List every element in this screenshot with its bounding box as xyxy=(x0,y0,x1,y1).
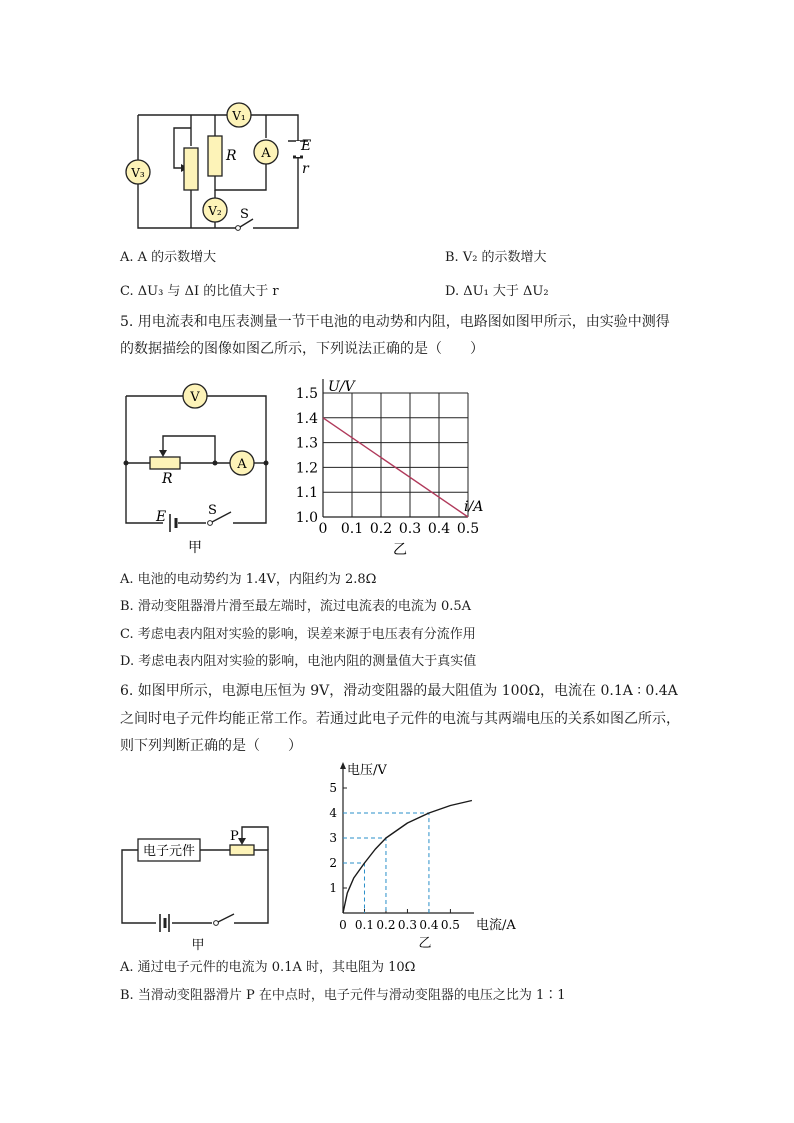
x-tick-label: 0 xyxy=(339,918,347,932)
series-curve xyxy=(343,801,472,914)
q6-option-b: B. 当滑动变阻器滑片 P 在中点时，电子元件与滑动变阻器的电压之比为 1∶1 xyxy=(120,988,566,1003)
q4-v3-label: V₃ xyxy=(131,166,145,180)
q4-resistor xyxy=(208,136,222,176)
q6-ui-chart xyxy=(320,758,520,958)
q4-emf-label: E xyxy=(301,138,312,154)
q5-ui-chart xyxy=(290,365,490,558)
fig-right-caption: 乙 xyxy=(393,542,407,558)
y-tick-label: 1 xyxy=(329,881,337,895)
q6-rheostat xyxy=(230,845,254,855)
y-tick-label: 1.3 xyxy=(295,435,318,452)
x-tick-label: 0.3 xyxy=(398,521,422,537)
y-axis-label: U/V xyxy=(328,379,355,395)
q5-fig-left-caption: 甲 xyxy=(188,540,202,556)
y-tick-label: 1.5 xyxy=(295,386,318,402)
y-tick-label: 3 xyxy=(329,831,337,845)
q4-circuit-diagram xyxy=(118,98,348,238)
q4-resistor-label: R xyxy=(226,148,237,164)
q4-ammeter-label: A xyxy=(261,146,271,161)
x-tick-label: 0.4 xyxy=(419,918,439,932)
q4-option-c: C. ΔU₃ 与 ΔI 的比值大于 r xyxy=(120,284,279,299)
x-tick-label: 0.4 xyxy=(427,521,451,537)
q5-rheostat-label: R xyxy=(162,471,173,487)
q6-stem-line3: 则下列判断正确的是（ ） xyxy=(120,738,302,754)
y-axis-label: 电压/V xyxy=(347,763,387,778)
q5-circuit-diagram xyxy=(118,380,278,556)
x-tick-label: 0.5 xyxy=(440,918,460,932)
y-tick-label: 5 xyxy=(329,781,337,795)
q6-fig-left-caption: 甲 xyxy=(191,938,205,953)
q5-option-a: A. 电池的电动势约为 1.4V，内阻约为 2.8Ω xyxy=(120,572,377,587)
q5-stem-line2: 的数据描绘的图像如图乙所示，下列说法正确的是（ ） xyxy=(120,341,484,357)
q5-ammeter-label: A xyxy=(237,457,247,472)
q5-emf-label: E xyxy=(156,509,167,525)
fig-right-caption: 乙 xyxy=(418,936,432,951)
q5-voltmeter-label: V xyxy=(190,390,200,405)
q6-stem-line1: 6. 如图甲所示，电源电压恒为 9V，滑动变阻器的最大阻值为 100Ω，电流在 0.1A ∶ 0.4A xyxy=(120,683,678,699)
q4-v2-label: V₂ xyxy=(208,204,222,218)
guide-line xyxy=(343,838,386,913)
q4-switch-label: S xyxy=(240,207,249,222)
x-axis-label: 电流/A xyxy=(476,918,516,933)
q4-v1-label: V₁ xyxy=(232,109,246,123)
q6-circuit-diagram xyxy=(116,825,286,955)
q4-internal-label: r xyxy=(302,161,309,177)
guide-line xyxy=(343,813,429,913)
q5-switch-label: S xyxy=(208,503,217,518)
x-tick-label: 0 xyxy=(318,521,328,537)
q5-rheostat xyxy=(150,457,180,469)
q5-option-d: D. 考虑电表内阻对实验的影响，电池内阻的测量值大于真实值 xyxy=(120,654,477,669)
y-tick-label: 4 xyxy=(329,806,337,820)
y-tick-label: 1.4 xyxy=(295,410,318,427)
x-tick-label: 0.3 xyxy=(397,918,417,932)
q4-option-b: B. V₂ 的示数增大 xyxy=(445,250,547,265)
q6-option-a: A. 通过电子元件的电流为 0.1A 时，其电阻为 10Ω xyxy=(120,960,416,975)
x-tick-label: 0.5 xyxy=(456,521,480,537)
y-axis-arrow xyxy=(340,762,346,769)
q4-option-a: A. A 的示数增大 xyxy=(120,250,217,265)
x-tick-label: 0.2 xyxy=(376,918,396,932)
q5-option-b: B. 滑动变阻器滑片滑至最左端时，流过电流表的电流为 0.5A xyxy=(120,599,472,614)
x-axis-label: i/A xyxy=(464,499,484,515)
q4-rheostat xyxy=(184,148,198,190)
q6-element-label: 电子元件 xyxy=(142,844,196,859)
y-tick-label: 1.0 xyxy=(295,510,318,526)
y-tick-label: 1.2 xyxy=(295,460,318,477)
x-tick-label: 0.1 xyxy=(354,918,375,932)
y-tick-label: 1.1 xyxy=(295,485,318,502)
q5-stem-line1: 5. 用电流表和电压表测量一节干电池的电动势和内阻，电路图如图甲所示，由实验中测得 xyxy=(120,314,670,330)
q5-option-c: C. 考虑电表内阻对实验的影响，误差来源于电压表有分流作用 xyxy=(120,627,476,642)
q6-slider-label: P xyxy=(230,829,239,844)
q6-stem-line2: 之间时电子元件均能正常工作。若通过此电子元件的电流与其两端电压的关系如图乙所示， xyxy=(120,711,680,727)
y-tick-label: 2 xyxy=(329,856,337,870)
q4-option-d: D. ΔU₁ 大于 ΔU₂ xyxy=(445,284,549,299)
x-tick-label: 0.2 xyxy=(369,521,393,537)
x-tick-label: 0.1 xyxy=(340,521,364,537)
